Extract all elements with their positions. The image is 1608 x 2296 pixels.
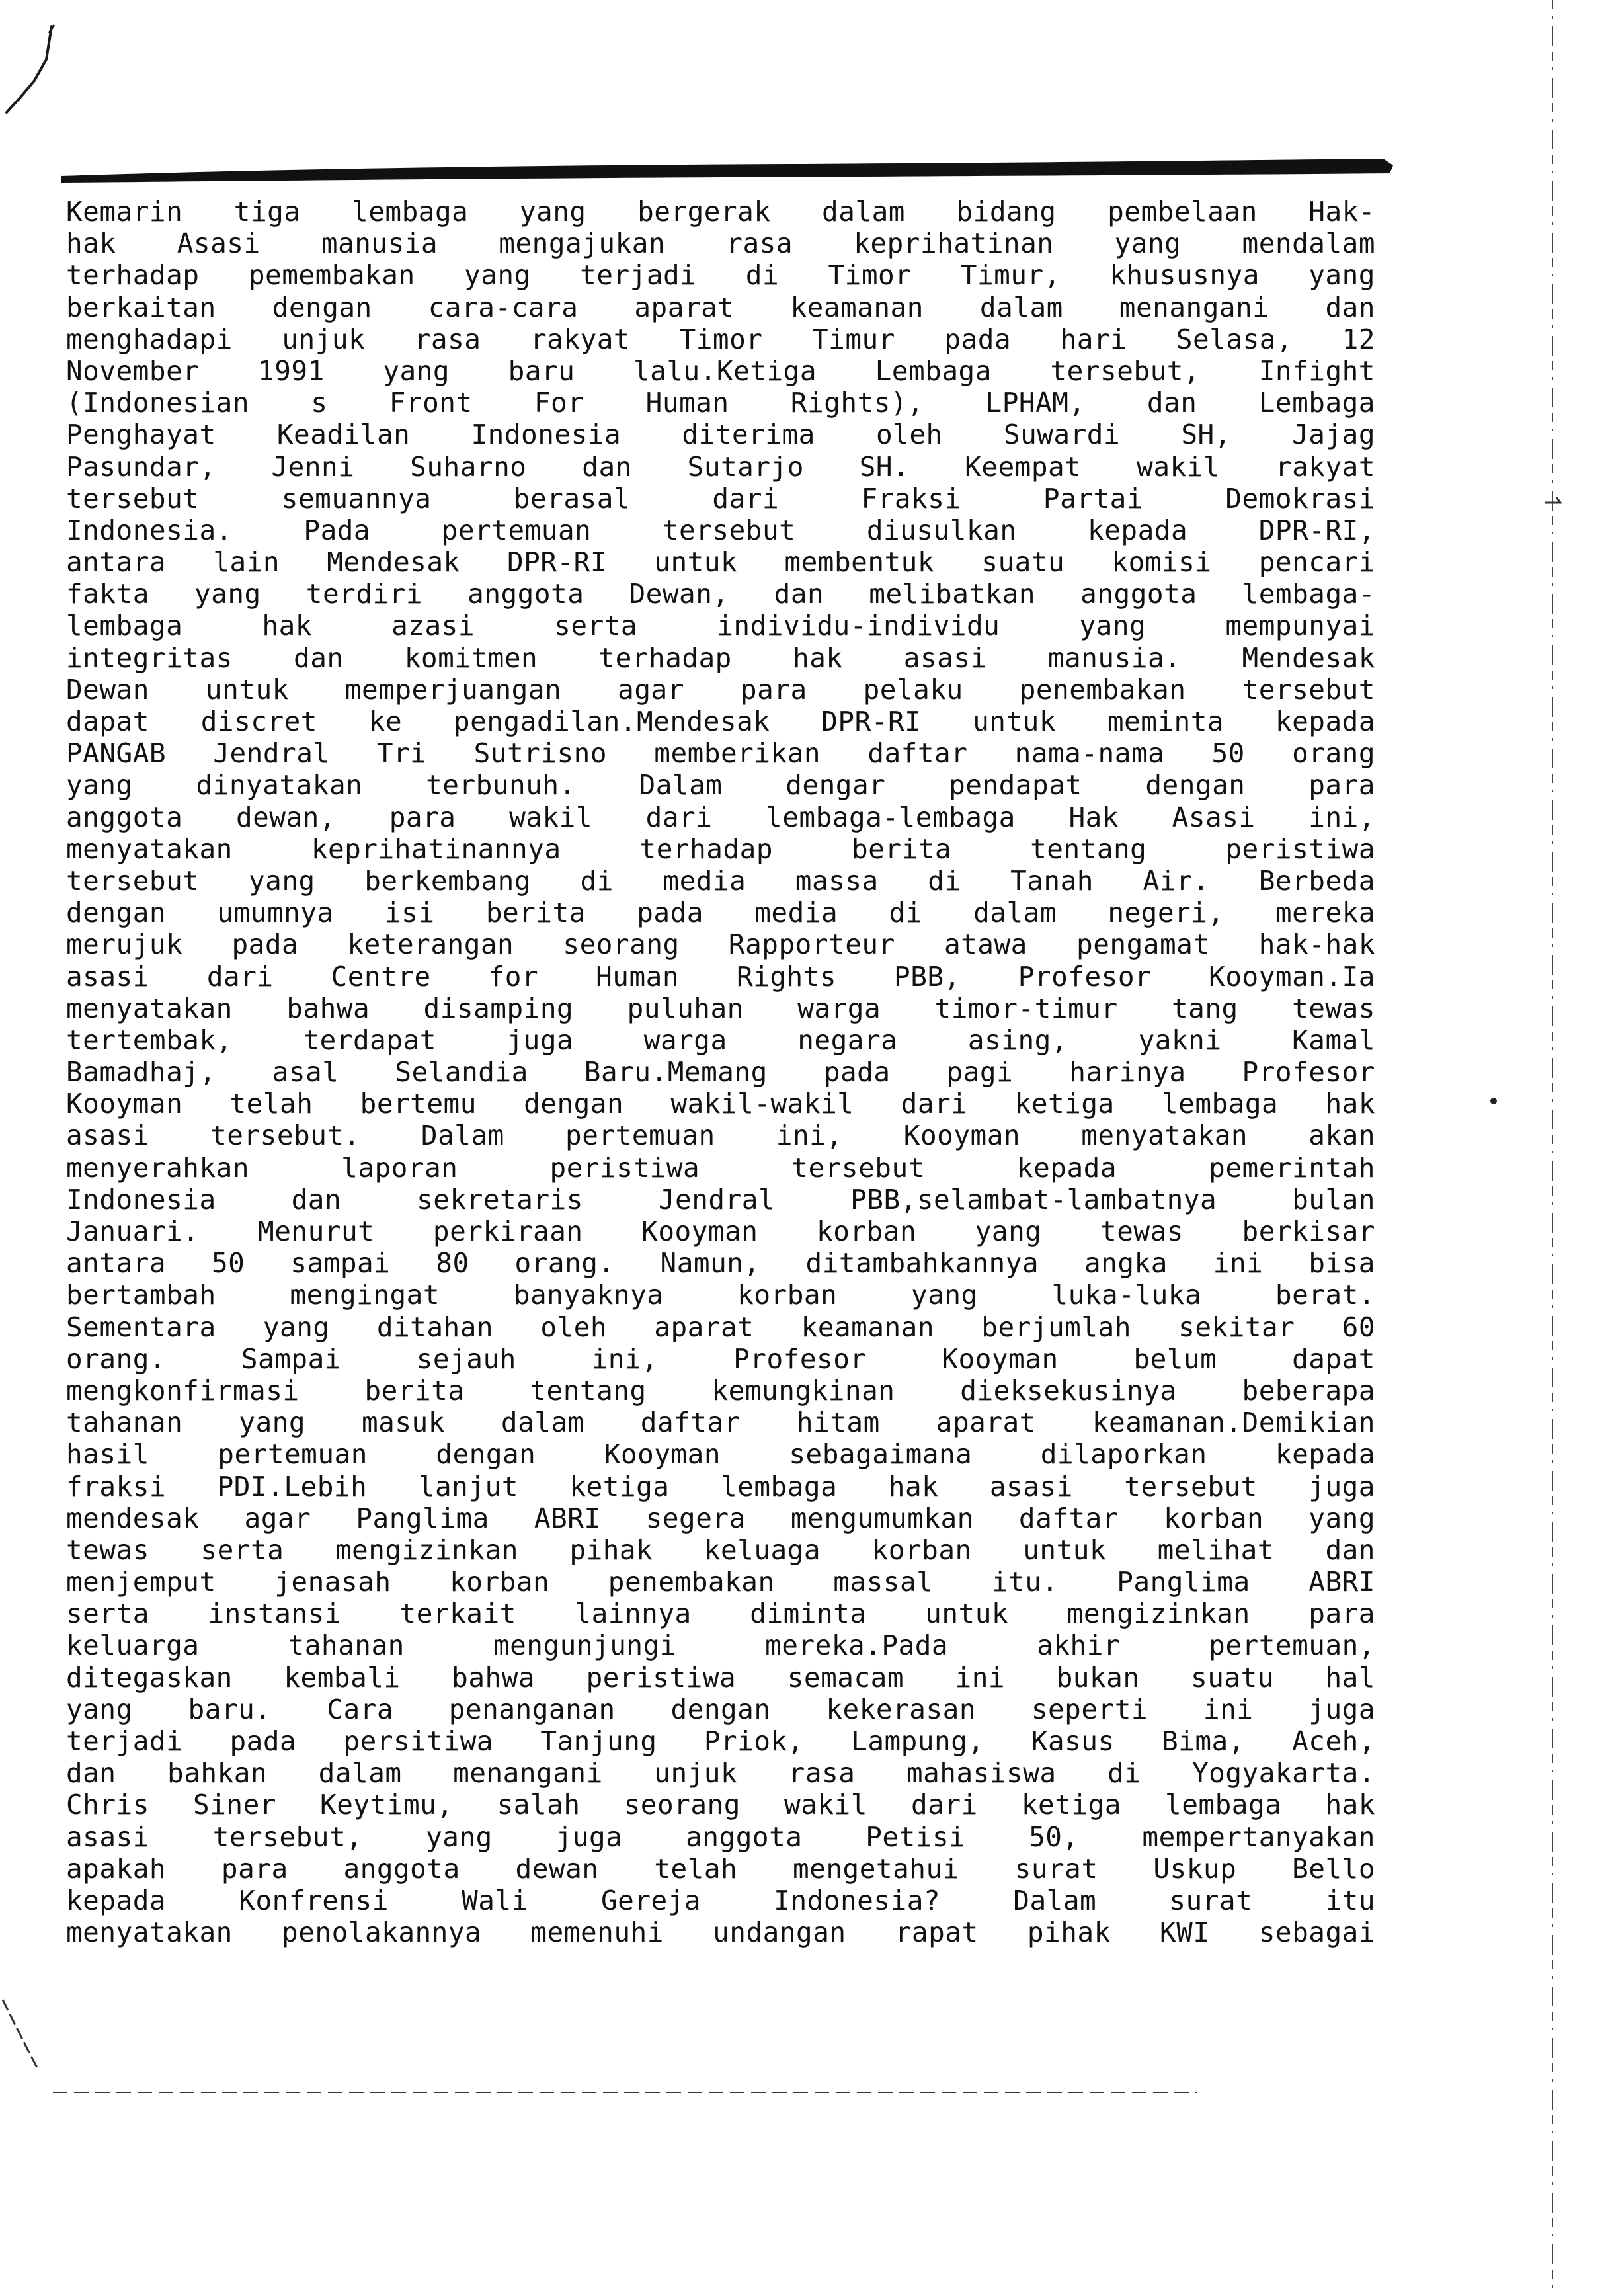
text-line: Penghayat Keadilan Indonesia diterima oleh Suwardi SH, Jajag [66,419,1375,451]
text-line: dapat discret ke pengadilan.Mendesak DPR-RI untuk meminta kepada [66,706,1375,737]
footer-rule [53,2088,1197,2096]
text-line: menyatakan keprihatinannya terhadap berita tentang peristiwa [66,833,1375,865]
text-line: Kooyman telah bertemu dengan wakil-wakil dari ketiga lembaga hak [66,1088,1375,1120]
stray-mark [1490,1098,1497,1104]
text-line: Sementara yang ditahan oleh aparat keamanan berjumlah sekitar 60 [66,1311,1375,1343]
text-line: hasil pertemuan dengan Kooyman sebagaimana dilaporkan kepada [66,1438,1375,1471]
corner-mark [0,1997,66,2096]
text-line: Indonesia dan sekretaris Jendral PBB,selambat-lambatnya bulan [66,1183,1375,1215]
text-line: serta instansi terkait lainnya diminta untuk mengizinkan para [66,1598,1375,1630]
text-line: menjemput jenasah korban penembakan massal itu. Panglima ABRI [66,1566,1375,1598]
text-line: tertembak, terdapat juga warga negara asing, yakni Kamal [66,1024,1375,1056]
text-line: dengan umumnya isi berita pada media di dalam negeri, mereka [66,897,1375,929]
text-line: lembaga hak azasi serta individu-individu yang mempunyai [66,610,1375,642]
text-line: bertambah mengingat banyaknya korban yang luka-luka berat. [66,1279,1375,1311]
text-line: dan bahkan dalam menangani unjuk rasa mahasiswa di Yogyakarta. [66,1757,1375,1789]
page-edge-line [1541,0,1567,2296]
text-line: anggota dewan, para wakil dari lembaga-lembaga Hak Asasi ini, [66,801,1375,833]
text-line: keluarga tahanan mengunjungi mereka.Pada akhir pertemuan, [66,1629,1375,1662]
text-line: tahanan yang masuk dalam daftar hitam aparat keamanan.Demikian [66,1407,1375,1439]
text-line: yang dinyatakan terbunuh. Dalam dengar pendapat dengan para [66,769,1375,801]
text-line: mengkonfirmasi berita tentang kemungkinan dieksekusinya beberapa [66,1374,1375,1407]
text-line: tewas serta mengizinkan pihak keluaga korban untuk melihat dan [66,1534,1375,1566]
text-line: asasi tersebut, yang juga anggota Petisi 50, mempertanyakan [66,1821,1375,1853]
text-line: Bamadhaj, asal Selandia Baru.Memang pada pagi harinya Profesor [66,1056,1375,1088]
text-line: ditegaskan kembali bahwa peristiwa semacam ini bukan suatu hal [66,1661,1375,1694]
text-line: tersebut yang berkembang di media massa di Tanah Air. Berbeda [66,864,1375,897]
text-line: asasi dari Centre for Human Rights PBB, Profesor Kooyman.Ia [66,960,1375,993]
text-line: November 1991 yang baru lalu.Ketiga Lembaga tersebut, Infight [66,354,1375,387]
text-line: mendesak agar Panglima ABRI segera mengumumkan daftar korban yang [66,1502,1375,1534]
text-line: terjadi pada persitiwa Tanjung Priok, Lampung, Kasus Bima, Aceh, [66,1725,1375,1757]
text-line: Pasundar, Jenni Suharno dan Sutarjo SH. Keempat wakil rakyat [66,450,1375,483]
text-line: orang. Sampai sejauh ini, Profesor Kooyman belum dapat [66,1342,1375,1375]
text-line: tersebut semuannya berasal dari Fraksi Partai Demokrasi [66,482,1375,514]
text-line: apakah para anggota dewan telah mengetahui surat Uskup Bello [66,1852,1375,1885]
pen-mark [0,20,79,126]
text-line: terhadap pemembakan yang terjadi di Timor Timur, khususnya yang [66,259,1375,292]
text-line: yang baru. Cara penanganan dengan kekerasan seperti ini juga [66,1693,1375,1725]
text-line: Dewan untuk memperjuangan agar para pelaku penembakan tersebut [66,673,1375,706]
text-line: Januari. Menurut perkiraan Kooyman korban yang tewas berkisar [66,1215,1375,1247]
text-line: menghadapi unjuk rasa rakyat Timor Timur pada hari Selasa, 12 [66,323,1375,355]
text-line: asasi tersebut. Dalam pertemuan ini, Kooyman menyatakan akan [66,1120,1375,1152]
text-line: antara 50 sampai 80 orang. Namun, ditambahkannya angka ini bisa [66,1247,1375,1280]
text-line: Chris Siner Keytimu, salah seorang wakil dari ketiga lembaga hak [66,1789,1375,1821]
header-rule [61,156,1393,185]
text-line: berkaitan dengan cara-cara aparat keamanan dalam menangani dan [66,291,1375,323]
text-line: menyatakan bahwa disamping puluhan warga timor-timur tang tewas [66,992,1375,1024]
text-line: antara lain Mendesak DPR-RI untuk membentuk suatu komisi pencari [66,546,1375,579]
text-line: merujuk pada keterangan seorang Rapporteur atawa pengamat hak-hak [66,928,1375,961]
text-line: kepada Konfrensi Wali Gereja Indonesia? Dalam surat itu [66,1884,1375,1916]
text-line: (Indonesian s Front For Human Rights), LPHAM, dan Lembaga [66,387,1375,419]
text-line: integritas dan komitmen terhadap hak asasi manusia. Mendesak [66,641,1375,674]
text-line: fraksi PDI.Lebih lanjut ketiga lembaga hak asasi tersebut juga [66,1470,1375,1502]
text-line: menyatakan penolakannya memenuhi undangan rapat pihak KWI sebagai [66,1916,1375,1949]
text-line: menyerahkan laporan peristiwa tersebut kepada pemerintah [66,1151,1375,1184]
text-line: PANGAB Jendral Tri Sutrisno memberikan daftar nama-nama 50 orang [66,737,1375,770]
text-line: Indonesia. Pada pertemuan tersebut diusulkan kepada DPR-RI, [66,514,1375,546]
text-line: hak Asasi manusia mengajukan rasa keprihatinan yang mendalam [66,227,1375,260]
text-line: fakta yang terdiri anggota Dewan, dan melibatkan anggota lembaga- [66,578,1375,610]
document-body [66,196,1375,1948]
text-line: Kemarin tiga lembaga yang bergerak dalam bidang pembelaan Hak- [66,196,1375,227]
